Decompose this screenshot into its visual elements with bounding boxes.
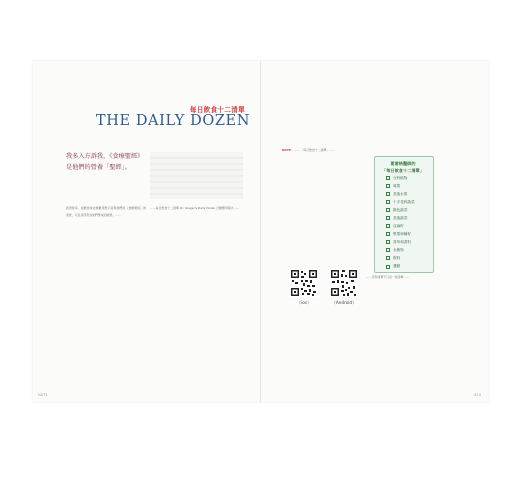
page-title: THE DAILY DOZEN [95,113,250,129]
checklist-item [386,230,430,238]
decorative-hatch-image [150,152,243,199]
checklist-item [386,182,430,190]
checklist-item-label: 莓果 [393,183,401,188]
checklist-title-line2: 「每日飲食十二清單」 [382,167,424,173]
checklist-item-label: 十字花科蔬菜 [393,199,415,204]
checklist-item [386,198,430,206]
checklist-item-label: 豆科植物 [393,175,408,180]
checkbox-icon [386,224,390,228]
checklist-item-label: 運動 [393,264,401,269]
checkbox-icon [386,248,390,252]
body-column-right-a-text: ……「每日飲食十二清單」…… [294,148,336,152]
page-number-left: NUT1 [38,393,48,397]
qr-caption-android: （Android） [331,300,357,305]
checkbox-icon [386,232,390,236]
checklist-title-line1: 葛雷格醫師的 [390,161,416,166]
body-column-left-b: ……每日飲食十二清單 Dr. Greger's Daily Dozen 行動應用程式…… [150,206,240,210]
checklist-item [386,263,430,271]
book-gutter [260,61,261,402]
checklist-item-label: 堅果和種籽 [393,231,411,236]
checklist-item [386,246,430,254]
checklist-item-label: 全穀物 [393,247,404,252]
checklist-item [386,222,430,230]
page-number-right: 424 [474,393,481,397]
checklist-item-label: 其他蔬菜 [393,215,408,220]
checklist-item-label: 其他水果 [393,191,408,196]
qr-code-android [330,269,358,297]
checklist-item [386,254,430,262]
qr-code-ios [290,269,318,297]
checkbox-icon [386,200,390,204]
lead-quote: 我多入方訴我，《食療聖經》是他們的營養「聖經」。 [66,153,144,171]
section-kicker: 每日飲食十二清單 [189,106,245,114]
body-column-left-a: 我很榮幸，能聽到來自無數用實示者與我們的《食療聖經》的喜愛，以及這部書為他們帶來的啟發。…… [66,206,146,217]
checklist-item [386,206,430,214]
checklist-item [386,214,430,222]
checkbox-icon [386,240,390,244]
checklist-item [386,174,430,182]
checkbox-icon [386,176,390,180]
checkbox-icon [386,192,390,196]
checkbox-icon [386,216,390,220]
checklist-item-label: 飲料 [393,255,401,260]
qr-caption-ios: （ios） [296,300,312,305]
checklist-title [376,161,430,174]
checklist-item-label: 香草和香料 [393,239,411,244]
checkbox-icon [386,265,390,269]
checkbox-icon [386,184,390,188]
checklist-item [386,238,430,246]
checklist-item [386,190,430,198]
checkbox-icon [386,256,390,260]
checkbox-icon [386,208,390,212]
body-column-right-a [282,147,362,154]
checklist-item-label: 綠色蔬菜 [393,207,408,212]
note-label: NOTE： [282,148,294,152]
checklist-item-label: 亞麻籽 [393,223,404,228]
sidebar-caption-text: ……這份清單不只是一張清單…… [366,275,410,279]
checklist [386,174,430,271]
